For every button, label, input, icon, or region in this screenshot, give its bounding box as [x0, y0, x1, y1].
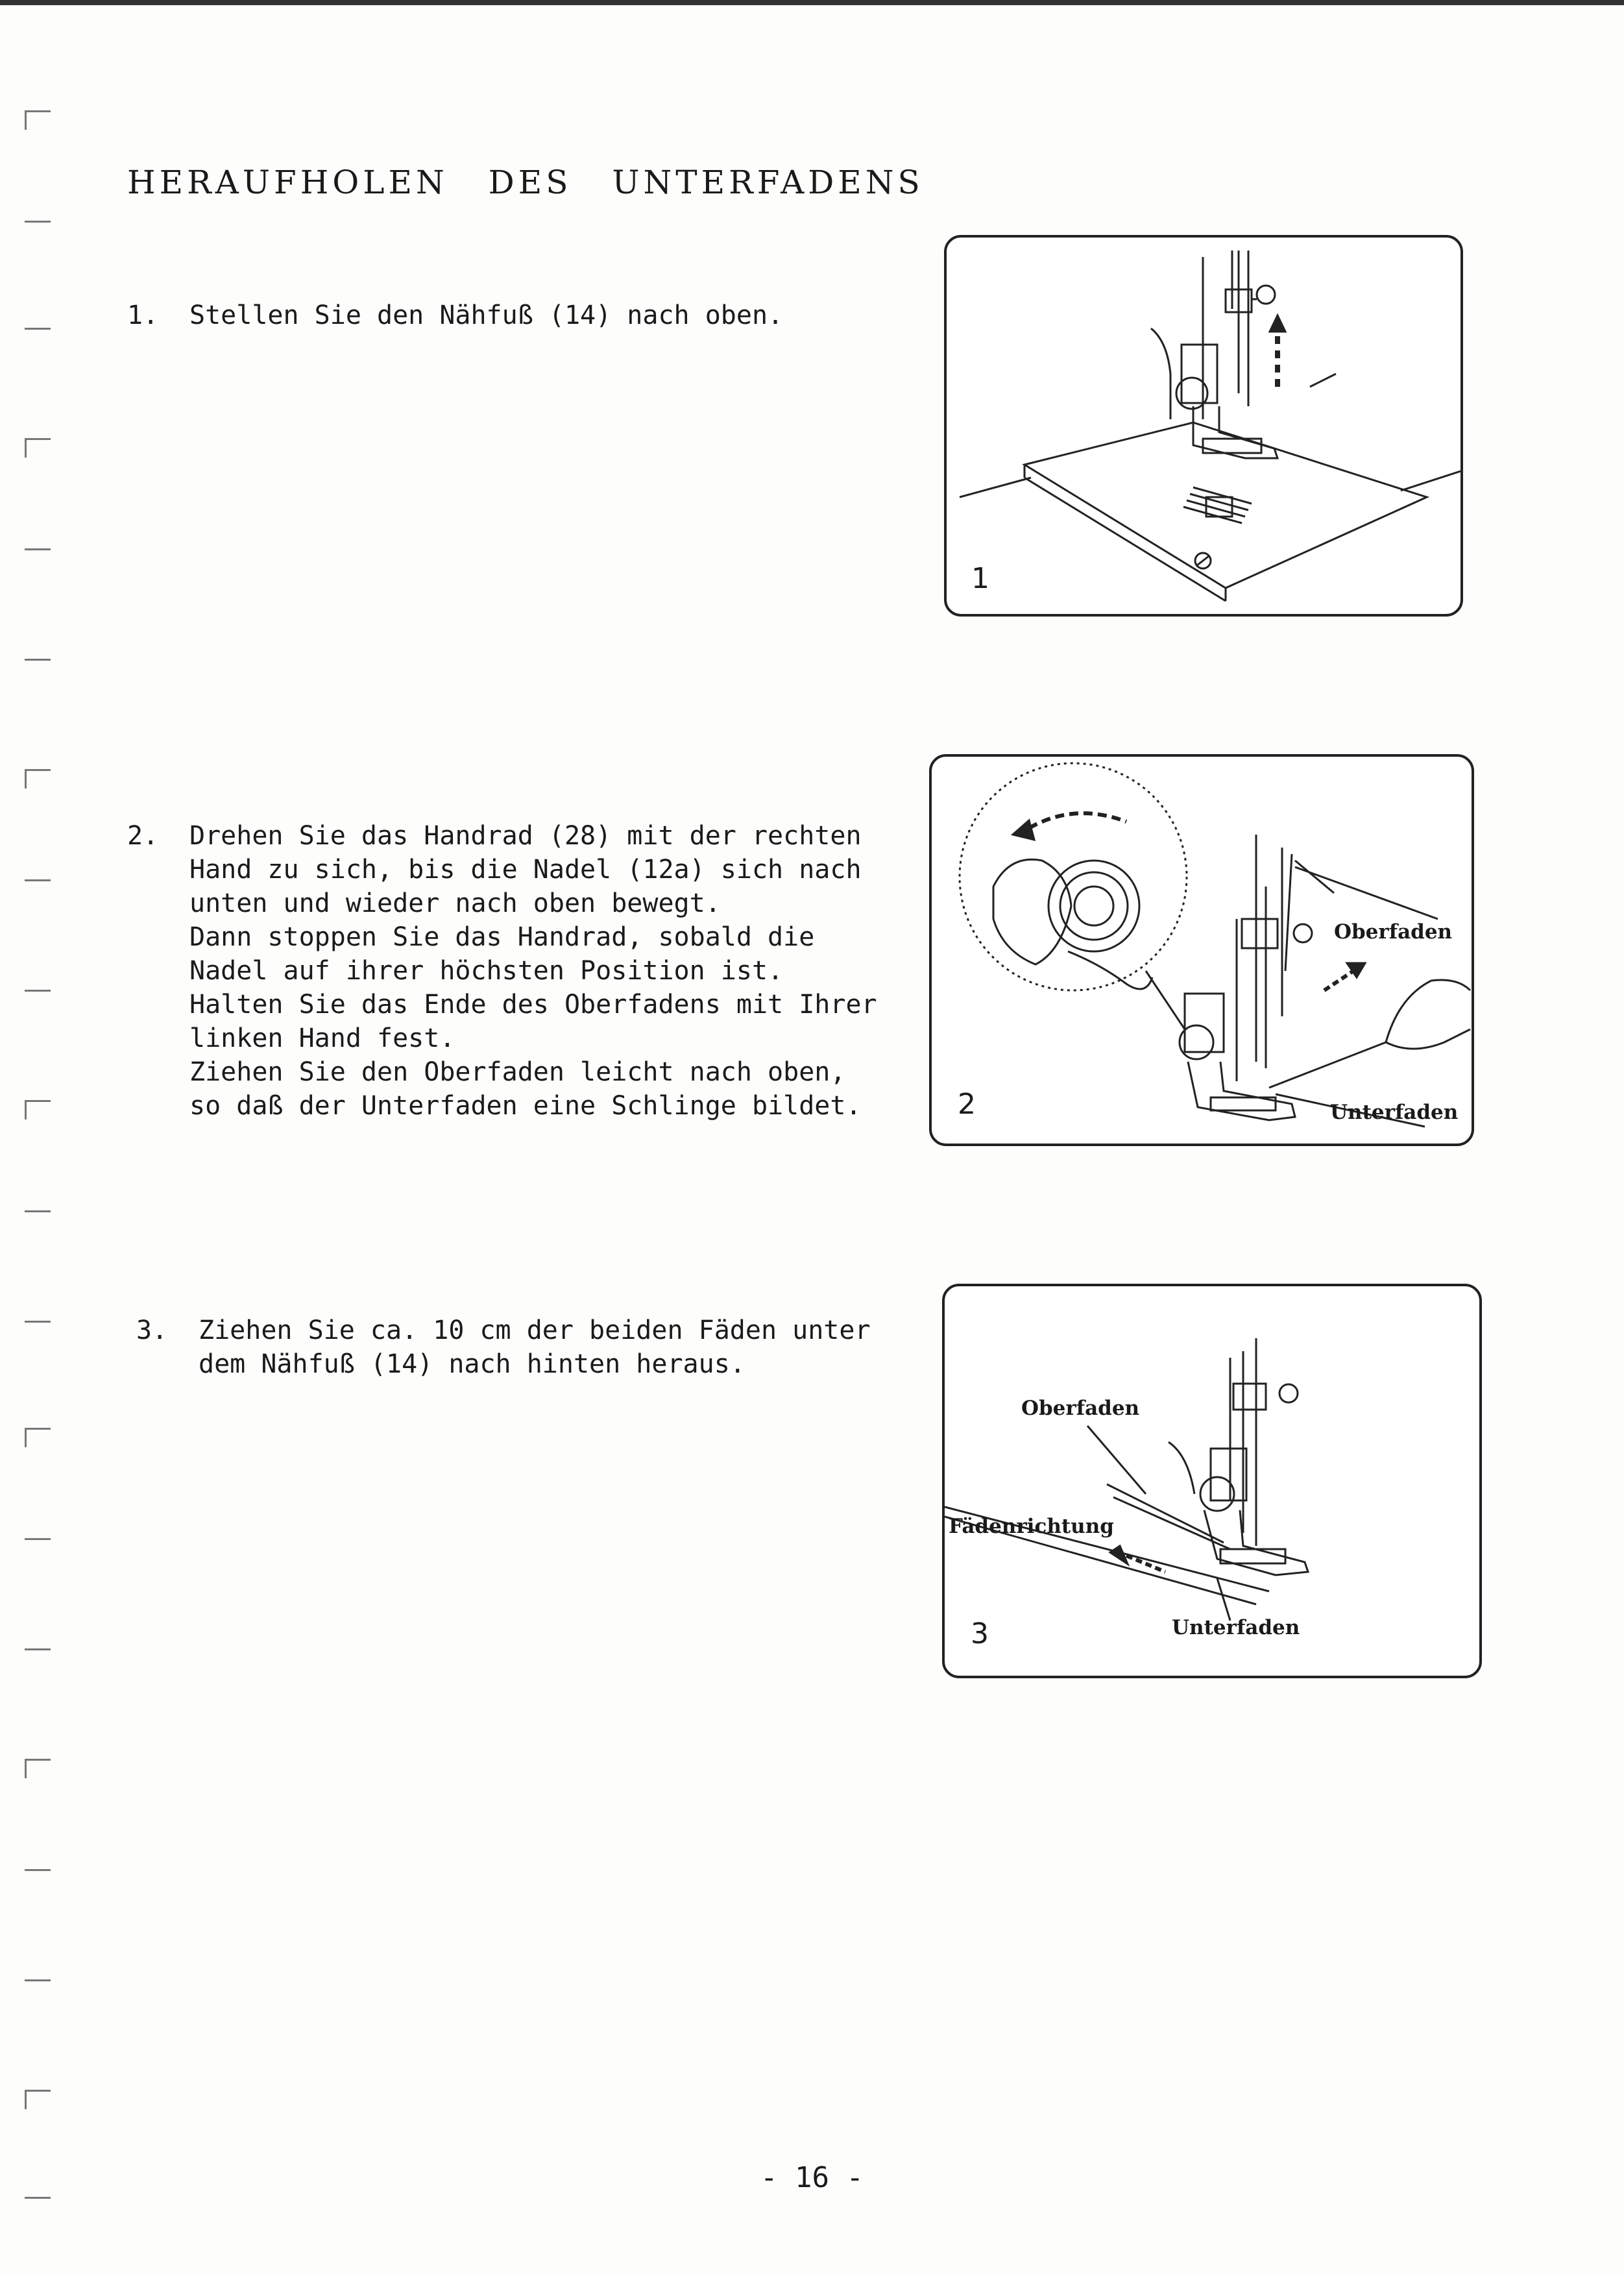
step-number: 1.: [127, 300, 159, 330]
label-oberfaden: Oberfaden: [1021, 1397, 1140, 1420]
step-number: 3.: [136, 1315, 168, 1345]
figure-1-presser-foot-up: [944, 235, 1463, 617]
step-text: Drehen Sie das Handrad (28) mit der rechten Hand zu sich, bis die Nadel (12a) sich nach unten und wieder nach oben bewegt. Dann stoppen Sie das Handrad, sobald die Nadel auf ihrer höchsten Position ist. Halten Sie das Ende des Oberfadens mit Ihrer linken Hand fest. Ziehen Sie den Oberfaden leicht nach oben, so daß der Unterfaden eine Schlinge bildet.: [189, 821, 877, 1121]
figure-1-illustration: [947, 238, 1460, 614]
figure-2-handwheel-threads: [929, 754, 1474, 1146]
figure-number: 3: [971, 1617, 989, 1650]
page-title: HERAUFHOLEN DES UNTERFADENS: [127, 164, 924, 201]
label-unterfaden: Unterfaden: [1172, 1616, 1300, 1639]
page-top-edge: [0, 0, 1624, 5]
figure-number: 1: [971, 562, 989, 595]
step-number: 2.: [127, 821, 159, 851]
step-1: [127, 299, 932, 332]
step-2: [127, 819, 919, 1123]
page-number: - 16 -: [760, 2161, 864, 2194]
step-text: Ziehen Sie ca. 10 cm der beiden Fäden unter dem Nähfuß (14) nach hinten heraus.: [199, 1315, 871, 1379]
figure-3-pull-threads-back: [942, 1284, 1482, 1678]
step-text: Stellen Sie den Nähfuß (14) nach oben.: [189, 300, 784, 330]
step-3: [136, 1314, 928, 1381]
label-oberfaden: Oberfaden: [1334, 920, 1453, 944]
label-unterfaden: Unterfaden: [1330, 1101, 1459, 1124]
figure-2-illustration: [932, 757, 1472, 1144]
figure-number: 2: [958, 1088, 976, 1121]
label-faedenrichtung: Fädenrichtung: [949, 1515, 1114, 1538]
